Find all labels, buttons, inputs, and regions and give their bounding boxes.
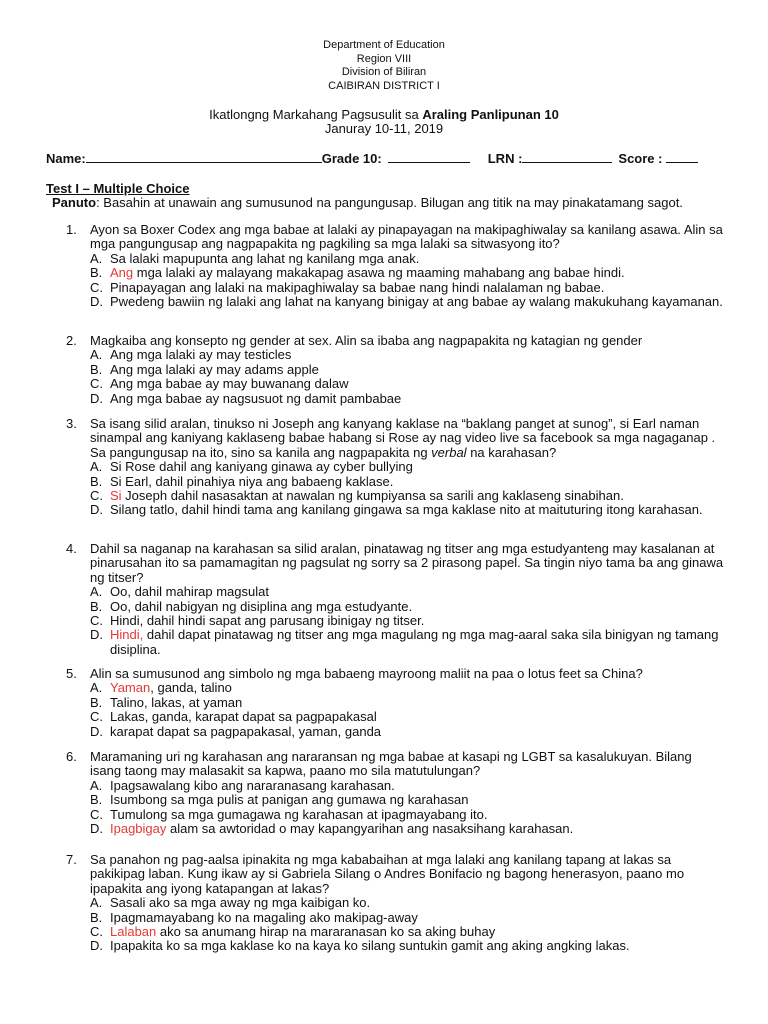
option-text xyxy=(110,696,726,710)
option-body: Oo, dahil mahirap magsulat xyxy=(110,584,269,600)
question-number: 6. xyxy=(66,749,77,764)
option-body: alam sa awtoridad o may kapangyarihan ang nasaksihang karahasan. xyxy=(166,821,574,837)
option-a[interactable] xyxy=(90,585,726,599)
option-body: ako sa anumang hirap na mararanasan ko sa aking buhay xyxy=(156,924,496,940)
option-text xyxy=(110,460,726,474)
question-stem: Ayon sa Boxer Codex ang mga babae at lalaki ay pinapayagan na makipaghiwalay sa kanilang asawa. Alin sa mga pangungusap ang nagpapakita ng pagkiling sa mga lalaki sa sitwasyong ito? xyxy=(90,222,723,252)
option-highlight: Ang xyxy=(110,265,134,281)
question-stem-emphasis: verbal xyxy=(431,444,467,460)
question-stem: Sa panahon ng pag-aalsa ipinakita ng mga kababaihan at mga lalaki ang kanilang tapang at lakas sa pakikipag laban. Kung ikaw ay si Gabriela Silang o Andres Bonifacio ng bagong henerasyon, paano mo ipapakita ang iyong katapangan at lakas? xyxy=(90,852,685,896)
option-letter: A. xyxy=(90,347,103,363)
header-district: CAIBIRAN DISTRICT I xyxy=(328,80,440,92)
option-body: Si Rose dahil ang kaniyang ginawa ay cyber bullying xyxy=(110,459,413,475)
option-text xyxy=(110,710,726,724)
name-blank[interactable] xyxy=(86,150,322,163)
option-text xyxy=(110,475,726,489)
question-number: 4. xyxy=(66,541,77,556)
instructions-label: Panuto xyxy=(52,195,97,210)
option-letter: D. xyxy=(90,938,103,954)
option-highlight: Hindi, xyxy=(110,627,144,643)
option-a[interactable] xyxy=(90,460,726,474)
option-b[interactable] xyxy=(90,793,726,807)
option-a[interactable] xyxy=(90,896,726,910)
question-3 xyxy=(66,417,726,518)
option-highlight: Lalaban xyxy=(110,924,157,940)
option-highlight: Yaman xyxy=(110,680,151,696)
option-a[interactable] xyxy=(90,681,726,695)
question-2 xyxy=(66,334,726,406)
option-letter: A. xyxy=(90,584,103,600)
question-stem: Maramaning uri ng karahasan ang nararansan ng mga babae at kasapi ng LGBT sa kasalukuyan. Bilang isang taong may malasakit sa kapwa, paano mo sila matutulungan? xyxy=(90,749,692,779)
question-number: 3. xyxy=(66,416,77,431)
exam-subject: Araling Panlipunan 10 xyxy=(422,107,559,122)
option-c[interactable] xyxy=(90,281,726,295)
option-text xyxy=(110,585,726,599)
test-title: Test I – Multiple Choice xyxy=(46,181,190,196)
option-highlight: Ipagbigay xyxy=(110,821,167,837)
option-d[interactable] xyxy=(90,822,726,836)
option-letter: D. xyxy=(90,723,103,739)
option-d[interactable] xyxy=(90,939,726,953)
option-body: Ang mga lalaki ay may adams apple xyxy=(110,361,319,377)
option-text xyxy=(110,779,726,793)
option-letter: B. xyxy=(90,694,103,710)
option-body: Ang mga lalaki ay may testicles xyxy=(110,347,292,363)
option-body: Ipagmamayabang ko na magaling ako makipag-away xyxy=(110,909,418,925)
instructions xyxy=(52,195,683,210)
option-b[interactable] xyxy=(90,363,726,377)
option-body: Ipapakita ko sa mga kaklase ko na kaya ko silang suntukin gamit ang aking angking lakas. xyxy=(110,938,630,954)
option-letter: D. xyxy=(90,627,103,643)
option-b[interactable] xyxy=(90,911,726,925)
question-stem-text: Sa isang silid aralan, tinukso ni Joseph ang kanyang kaklase na “baklang panget at sunog”, si Earl naman sinampal ang kaniyang kaklaseng babae habang si Rose ay nag video live sa facebook sa mga nagaganap . Sa pangungusap na ito, sino sa kanila ang nagpapakita ng xyxy=(90,416,716,460)
option-body: Sa lalaki mapupunta ang lahat ng kanilang mga anak. xyxy=(110,250,420,266)
option-text xyxy=(110,925,726,939)
option-d[interactable] xyxy=(90,503,726,517)
score-blank[interactable] xyxy=(666,150,698,163)
option-body: karapat dapat sa pagpapakasal, yaman, ganda xyxy=(110,723,382,739)
option-letter: B. xyxy=(90,909,103,925)
option-letter: C. xyxy=(90,613,103,629)
question-4 xyxy=(66,542,726,657)
option-letter: A. xyxy=(90,459,103,475)
lrn-label: LRN : xyxy=(487,151,523,166)
option-body: Si Earl, dahil pinahiya niya ang babaeng kaklase. xyxy=(110,473,394,489)
option-text xyxy=(110,281,726,295)
option-text xyxy=(110,614,726,628)
option-b[interactable] xyxy=(90,475,726,489)
question-number: 1. xyxy=(66,222,77,237)
score-label: Score : xyxy=(618,151,663,166)
option-d[interactable] xyxy=(90,392,726,406)
option-body: Ang mga babae ay nagsusuot ng damit pambabae xyxy=(110,390,402,406)
option-body: Pinapayagan ang lalaki na makipaghiwalay sa babae nang hindi nalalaman ng babae. xyxy=(110,279,605,295)
option-body: , ganda, talino xyxy=(150,680,232,696)
option-letter: D. xyxy=(90,390,103,406)
option-letter: A. xyxy=(90,777,103,793)
option-letter: A. xyxy=(90,680,103,696)
option-letter: C. xyxy=(90,709,103,725)
question-stem xyxy=(90,417,726,460)
question-stem: Alin sa sumusunod ang simbolo ng mga babaeng mayroong maliit na paa o lotus feet sa China? xyxy=(90,666,643,681)
instructions-text: : Basahin at unawain ang sumusunod na pangungusap. Bilugan ang titik na may pinakatamang sagot. xyxy=(96,195,683,210)
option-body: Tumulong sa mga gumagawa ng karahasan at ipagmayabang ito. xyxy=(110,806,488,822)
option-body: dahil dapat pinatawag ng titser ang mga magulang ng mga mag-aaral saka sila binigyan ng tamang disiplina. xyxy=(110,627,719,657)
option-highlight: Si xyxy=(110,488,122,504)
option-text xyxy=(110,363,726,377)
option-body: Pwedeng bawiin ng lalaki ang lahat na kanyang binigay at ang babae ay walang makukuhang kayamanan. xyxy=(110,294,723,310)
option-d[interactable] xyxy=(90,725,726,739)
student-info-line xyxy=(46,150,698,166)
exam-date: Januray 10-11, 2019 xyxy=(324,121,444,136)
option-letter: D. xyxy=(90,294,103,310)
option-c[interactable] xyxy=(90,710,726,724)
option-text xyxy=(110,681,726,695)
option-text xyxy=(110,252,726,266)
option-c[interactable] xyxy=(90,377,726,391)
option-letter: B. xyxy=(90,265,103,281)
lrn-blank[interactable] xyxy=(522,150,612,163)
option-letter: D. xyxy=(90,821,103,837)
option-c[interactable] xyxy=(90,614,726,628)
option-b[interactable] xyxy=(90,600,726,614)
option-letter: D. xyxy=(90,502,103,518)
header-department: Department of Education xyxy=(323,39,445,51)
option-letter: C. xyxy=(90,279,103,295)
question-6 xyxy=(66,750,726,836)
option-c[interactable] xyxy=(90,489,726,503)
option-letter: C. xyxy=(90,376,103,392)
option-a[interactable] xyxy=(90,348,726,362)
option-letter: A. xyxy=(90,250,103,266)
option-text xyxy=(110,793,726,807)
option-text xyxy=(110,725,726,739)
option-text xyxy=(110,348,726,362)
option-d[interactable] xyxy=(90,295,726,309)
option-c[interactable] xyxy=(90,925,726,939)
option-letter: B. xyxy=(90,598,103,614)
option-text xyxy=(110,896,726,910)
option-text xyxy=(110,808,726,822)
question-number: 5. xyxy=(66,666,77,681)
exam-title xyxy=(0,107,768,122)
exam-title-prefix: Ikatlongng Markahang Pagsusulit sa xyxy=(209,107,423,122)
name-label: Name: xyxy=(46,151,86,166)
option-body: Oo, dahil nabigyan ng disiplina ang mga estudyante. xyxy=(110,598,413,614)
option-text xyxy=(110,377,726,391)
grade-blank[interactable] xyxy=(388,150,470,163)
option-text xyxy=(110,489,726,503)
option-letter: B. xyxy=(90,473,103,489)
question-stem: Dahil sa naganap na karahasan sa silid aralan, pinatawag ng titser ang mga estudyanteng may kasalanan at pinarusahan ito sa pamamagitan ng pagsulat ng sorry sa 2 pirasong papel. Sa tingin niyo tama ba ang ginawa ng titser? xyxy=(90,541,724,585)
option-letter: B. xyxy=(90,361,103,377)
option-d[interactable] xyxy=(90,628,726,657)
question-7 xyxy=(66,853,726,954)
option-b[interactable] xyxy=(90,266,726,280)
option-text xyxy=(110,266,726,280)
option-body: Ang mga babae ay may buwanang dalaw xyxy=(110,376,349,392)
grade-label: Grade 10: xyxy=(321,151,382,166)
question-stem-text: na karahasan? xyxy=(466,444,557,460)
option-text xyxy=(110,911,726,925)
question-stem: Magkaiba ang konsepto ng gender at sex. Alin sa ibaba ang nagpapakita ng katagian ng gender xyxy=(90,333,643,348)
option-text xyxy=(110,295,726,309)
option-text xyxy=(110,503,726,517)
header-region: Region VIII xyxy=(356,53,412,65)
question-1 xyxy=(66,223,726,309)
option-letter: C. xyxy=(90,488,103,504)
option-letter: B. xyxy=(90,792,103,808)
option-body: Joseph dahil nasasaktan at nawalan ng kumpiyansa sa sarili ang kaklaseng sinabihan. xyxy=(121,488,624,504)
option-c[interactable] xyxy=(90,808,726,822)
option-letter: A. xyxy=(90,895,103,911)
option-body: Sasali ako sa mga away ng mga kaibigan ko. xyxy=(110,895,371,911)
option-text xyxy=(110,628,726,657)
option-text xyxy=(110,392,726,406)
option-a[interactable] xyxy=(90,779,726,793)
option-letter: C. xyxy=(90,806,103,822)
question-5 xyxy=(66,667,726,739)
option-text xyxy=(110,600,726,614)
question-number: 7. xyxy=(66,852,77,867)
option-body: Hindi, dahil hindi sapat ang parusang ibinigay ng titser. xyxy=(110,613,425,629)
header-division: Division of Biliran xyxy=(341,66,427,78)
question-number: 2. xyxy=(66,333,77,348)
option-body: Talino, lakas, at yaman xyxy=(110,694,243,710)
option-text xyxy=(110,939,726,953)
option-text xyxy=(110,822,726,836)
option-body: mga lalaki ay malayang makakapag asawa ng maaming mahabang ang babae hindi. xyxy=(133,265,625,281)
option-body: Isumbong sa mga pulis at panigan ang gumawa ng karahasan xyxy=(110,792,469,808)
option-b[interactable] xyxy=(90,696,726,710)
option-body: Ipagsawalang kibo ang nararanasang karahasan. xyxy=(110,777,395,793)
option-body: Lakas, ganda, karapat dapat sa pagpapakasal xyxy=(110,709,377,725)
option-a[interactable] xyxy=(90,252,726,266)
option-body: Silang tatlo, dahil hindi tama ang kanilang gingawa sa mga kaklase nito at maituturing itong karahasan. xyxy=(110,502,703,518)
option-letter: C. xyxy=(90,924,103,940)
